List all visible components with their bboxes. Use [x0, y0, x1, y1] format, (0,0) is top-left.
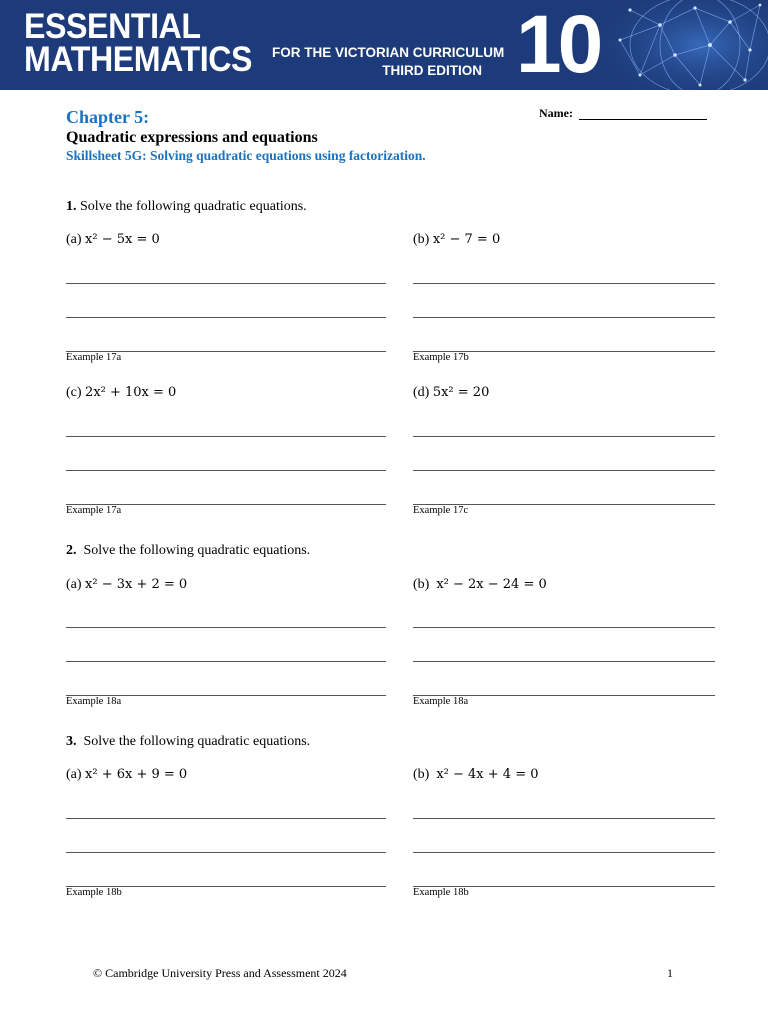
chapter-title: Quadratic expressions and equations	[66, 129, 318, 146]
equation: x² − 4x + 4 = 0	[436, 767, 539, 782]
answer-line[interactable]	[66, 470, 386, 471]
question-1d	[413, 385, 489, 401]
example-reference: Example 17a	[66, 505, 122, 516]
question-1b	[413, 232, 500, 248]
example-reference: Example 17c	[413, 505, 469, 516]
equation: x² − 7 = 0	[432, 232, 501, 247]
example-reference: Example 18a	[413, 696, 469, 707]
answer-line[interactable]	[66, 818, 386, 819]
equation: 5x² = 20	[432, 385, 490, 400]
answer-line[interactable]	[413, 470, 715, 471]
answer-line[interactable]	[66, 627, 386, 628]
banner-subtitle-line-2: THIRD EDITION	[382, 63, 482, 78]
answer-line[interactable]	[413, 317, 715, 318]
question-2a	[66, 577, 187, 593]
answer-line[interactable]	[413, 436, 715, 437]
part-label: (a)	[66, 232, 82, 247]
banner-subtitle-line-1: FOR THE VICTORIAN CURRICULUM	[272, 45, 505, 60]
part-label: (d)	[413, 385, 430, 400]
page-number: 1	[667, 966, 673, 980]
question-prompt: Solve the following quadratic equations.	[83, 543, 311, 558]
equation: x² − 5x = 0	[85, 232, 160, 247]
year-level: 10	[516, 0, 600, 90]
answer-line[interactable]	[66, 283, 386, 284]
banner-subtitle	[272, 44, 505, 80]
question-prompt: Solve the following quadratic equations.	[83, 734, 311, 749]
brand-line-1: ESSENTIAL	[24, 7, 201, 46]
answer-line[interactable]	[66, 436, 386, 437]
network-graphic-icon	[600, 0, 768, 90]
question-2-heading	[66, 543, 310, 559]
question-number: 3.	[66, 734, 77, 749]
answer-line[interactable]	[66, 317, 386, 318]
brand-logo	[24, 7, 253, 79]
answer-line[interactable]	[66, 852, 386, 853]
part-label: (b)	[413, 577, 430, 592]
part-label: (b)	[413, 232, 430, 247]
equation: x² + 6x + 9 = 0	[85, 767, 188, 782]
question-number: 1.	[66, 199, 77, 214]
answer-line[interactable]	[413, 627, 715, 628]
question-3b	[413, 767, 539, 783]
name-label: Name:	[539, 106, 573, 120]
answer-line[interactable]	[413, 661, 715, 662]
question-1c	[66, 385, 176, 401]
question-1-heading	[66, 199, 307, 215]
equation: x² − 3x + 2 = 0	[85, 577, 188, 592]
skillsheet-title: Skillsheet 5G: Solving quadratic equations using factorization.	[66, 148, 426, 163]
chapter-heading: Chapter 5:	[66, 107, 150, 127]
part-label: (c)	[66, 385, 82, 400]
example-reference: Example 17b	[413, 352, 469, 363]
question-2b	[413, 577, 547, 593]
answer-line[interactable]	[66, 661, 386, 662]
example-reference: Example 18b	[66, 887, 122, 898]
copyright-footer: © Cambridge University Press and Assessment 2024	[93, 966, 347, 980]
part-label: (b)	[413, 767, 430, 782]
name-field-line[interactable]	[579, 119, 707, 120]
part-label: (a)	[66, 767, 82, 782]
question-prompt: Solve the following quadratic equations.	[80, 199, 307, 214]
answer-line[interactable]	[413, 818, 715, 819]
part-label: (a)	[66, 577, 82, 592]
question-3a	[66, 767, 187, 783]
question-number: 2.	[66, 543, 77, 558]
question-3-heading	[66, 734, 310, 750]
answer-line[interactable]	[413, 283, 715, 284]
example-reference: Example 18a	[66, 696, 122, 707]
example-reference: Example 17a	[66, 352, 122, 363]
question-1a	[66, 232, 160, 248]
answer-line[interactable]	[413, 852, 715, 853]
banner	[0, 0, 768, 90]
equation: x² − 2x − 24 = 0	[436, 577, 547, 592]
equation: 2x² + 10x = 0	[85, 385, 177, 400]
example-reference: Example 18b	[413, 887, 469, 898]
brand-line-2: MATHEMATICS	[24, 40, 253, 79]
